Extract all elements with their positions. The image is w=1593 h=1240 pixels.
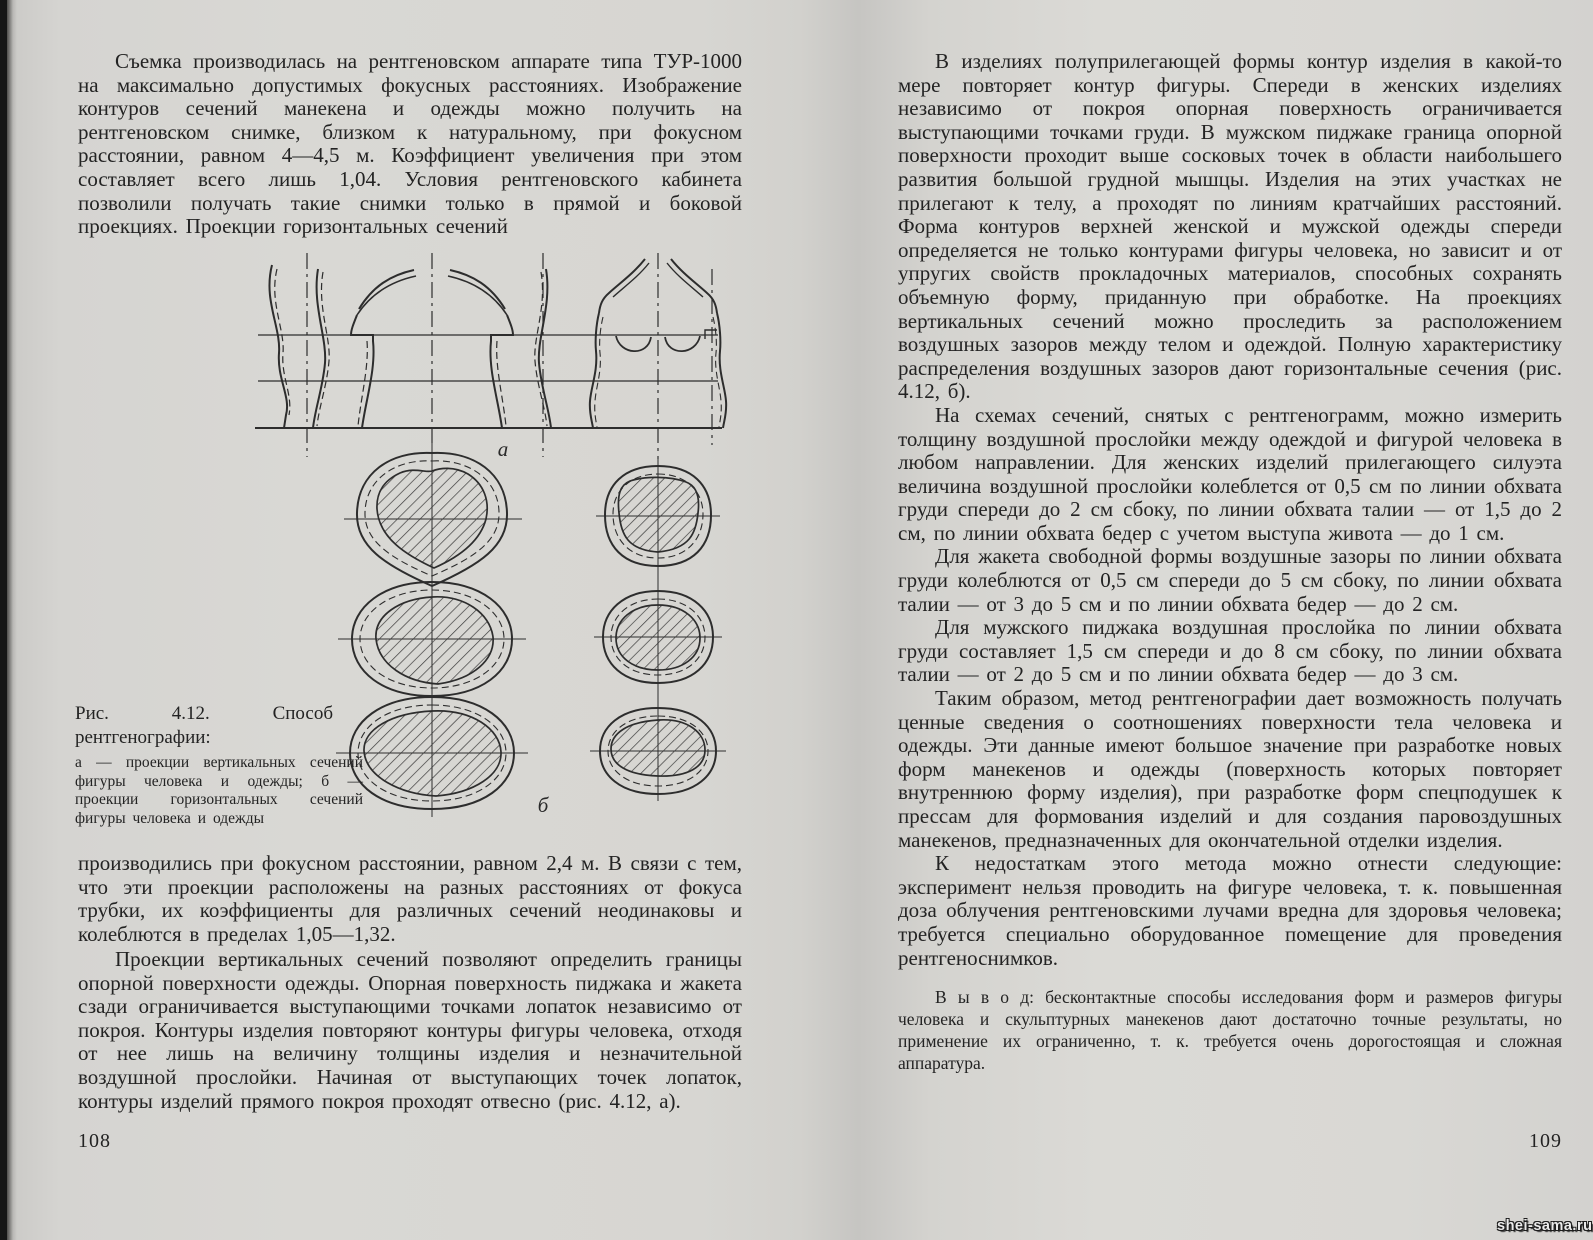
- right-page-text-column: [898, 50, 1562, 1074]
- left-page-number: 108: [78, 1130, 111, 1152]
- conclusion-paragraph: В ы в о д: бесконтактные способы исследования форм и размеров фигуры человека и скульптурных манекенов дают достаточно точные результаты, но применение их ограниченно, т. к. требуется очень дорогостоящая и сложная аппаратура.: [898, 987, 1562, 1073]
- figure-label-b: б: [537, 793, 549, 817]
- horizontal-sections-diagram: [336, 441, 726, 817]
- vertical-sections-diagram: [255, 253, 726, 461]
- paragraph: К недостаткам этого метода можно отнести следующие: эксперимент нельзя проводить на фигуре человека, т. к. повышенная доза облучения рентгеновскими лучами вредна для здоровья человека; требуется специально оборудованное помещение для проведения рентгеноснимков.: [898, 851, 1562, 970]
- figure-caption: [75, 702, 363, 828]
- site-watermark: shei-sama.ru: [1497, 1218, 1593, 1234]
- figure-caption-details: а — проекции вертикальных сечений фигуры человека и одежды; б — проекции горизонтальных сечений фигуры человека и одежды: [75, 754, 363, 827]
- paragraph: Таким образом, метод рентгенографии дает возможность получать ценные сведения о соотношениях поверхности тела человека и одежды. Эти данные имеют большое значение при разработке новых форм манекенов и одежды (поверхность которых повторяет внутреннюю форму изделия), при разработке форм спецподушек к прессам для формования изделий и для создания паровоздушных манекенов, предназначенных для окончательной отделки изделия.: [898, 686, 1562, 852]
- page-edge-gradient: [7, 0, 17, 1240]
- paragraph: На схемах сечений, снятых с рентгенограмм, можно измерить толщину воздушной прослойки между одеждой и фигурой человека в любом направлении. Для женских изделий прилегающего силуэта величина воздушной прослойки колеблется от 0,5 см по линии обхвата груди спереди до 2 см сбоку, по линии обхвата талии — от 1,5 до 2 см, по линии обхвата бедер с учетом выступа живота — до 1 см.: [898, 402, 1562, 545]
- paragraph: В изделиях полуприлегающей формы контур изделия в какой-то мере повторяет контур фигуры. Спереди в женских изделиях независимо от покроя опорная поверхность ограничивается выступающими точками груди. В мужском пиджаке граница опорной поверхности проходит выше сосковых точек в области наибольшего развития большой грудной мышцы. Изделия на этих участках не прилегают к телу, а проходят по линиям кратчайших расстояний. Форма контуров верхней женской и мужской одежды спереди определяется не только контурами фигуры человека, но зависит и от упругих свойств прокладочных материалов, способных сохранять объемную форму, приданную при обработке. На проекциях вертикальных сечений можно проследить за расположением воздушных зазоров между телом и одеждой. Полную характеристику распределения воздушных зазоров дают горизонтальные сечения (рис. 4.12, б).: [898, 49, 1562, 404]
- figure-caption-title: Рис. 4.12. Способ рентгенографии:: [75, 703, 333, 748]
- figure-label-a: а: [497, 437, 509, 461]
- right-page-number: 109: [1529, 1130, 1562, 1152]
- paragraph: Для жакета свободной формы воздушные зазоры по линии обхвата груди колеблются от 0,5 см спереди до 5 см сбоку, по линии обхвата талии — от 3 до 5 см и по линии обхвата бедер — до 2 см.: [898, 544, 1562, 616]
- left-page-paragraph-2: [78, 852, 742, 946]
- left-page-paragraph-1: [78, 50, 742, 239]
- paragraph: Для мужского пиджака воздушная прослойка по линии обхвата груди составляет 1,5 см спереди и до 8 см сбоку, по линии обхвата талии — от 2 до 5 см и по линии обхвата бедер — до 3 см.: [898, 615, 1562, 687]
- paragraph: Съемка производилась на рентгеновском аппарате типа ТУР-1000 на максимально допустимых фокусных расстояниях. Изображение контуров сечений манекена и одежды можно получить на рентгеновском снимке, близком к натуральному, при фокусном расстоянии, равном 4—4,5 м. Коэффициент увеличения при этом составляет всего лишь 1,04. Условия рентгеновского кабинета позволили получать такие снимки только в прямой и боковой проекциях. Проекции горизонтальных сечений: [78, 49, 742, 239]
- page-edge-shadow: [0, 0, 7, 1240]
- paragraph: Проекции вертикальных сечений позволяют определить границы опорной поверхности одежды. Опорная поверхность пиджака и жакета сзади ограничивается выступающими точками лопаток независимо от покроя. Контуры изделия повторяют контуры фигуры человека, отходя от нее лишь на величину толщины изделия и незначительной воздушной прослойки. Начиная от выступающих точек лопаток, контуры изделий прямого покроя проходят отвесно (рис. 4.12, а).: [78, 947, 742, 1113]
- paragraph: производились при фокусном расстоянии, равном 2,4 м. В связи с тем, что эти проекции расположены на разных расстояниях от фокуса трубки, их коэффициенты для различных сечений неодинаковы и колеблются в пределах 1,05—1,32.: [78, 851, 742, 946]
- left-page-paragraph-3: [78, 948, 742, 1113]
